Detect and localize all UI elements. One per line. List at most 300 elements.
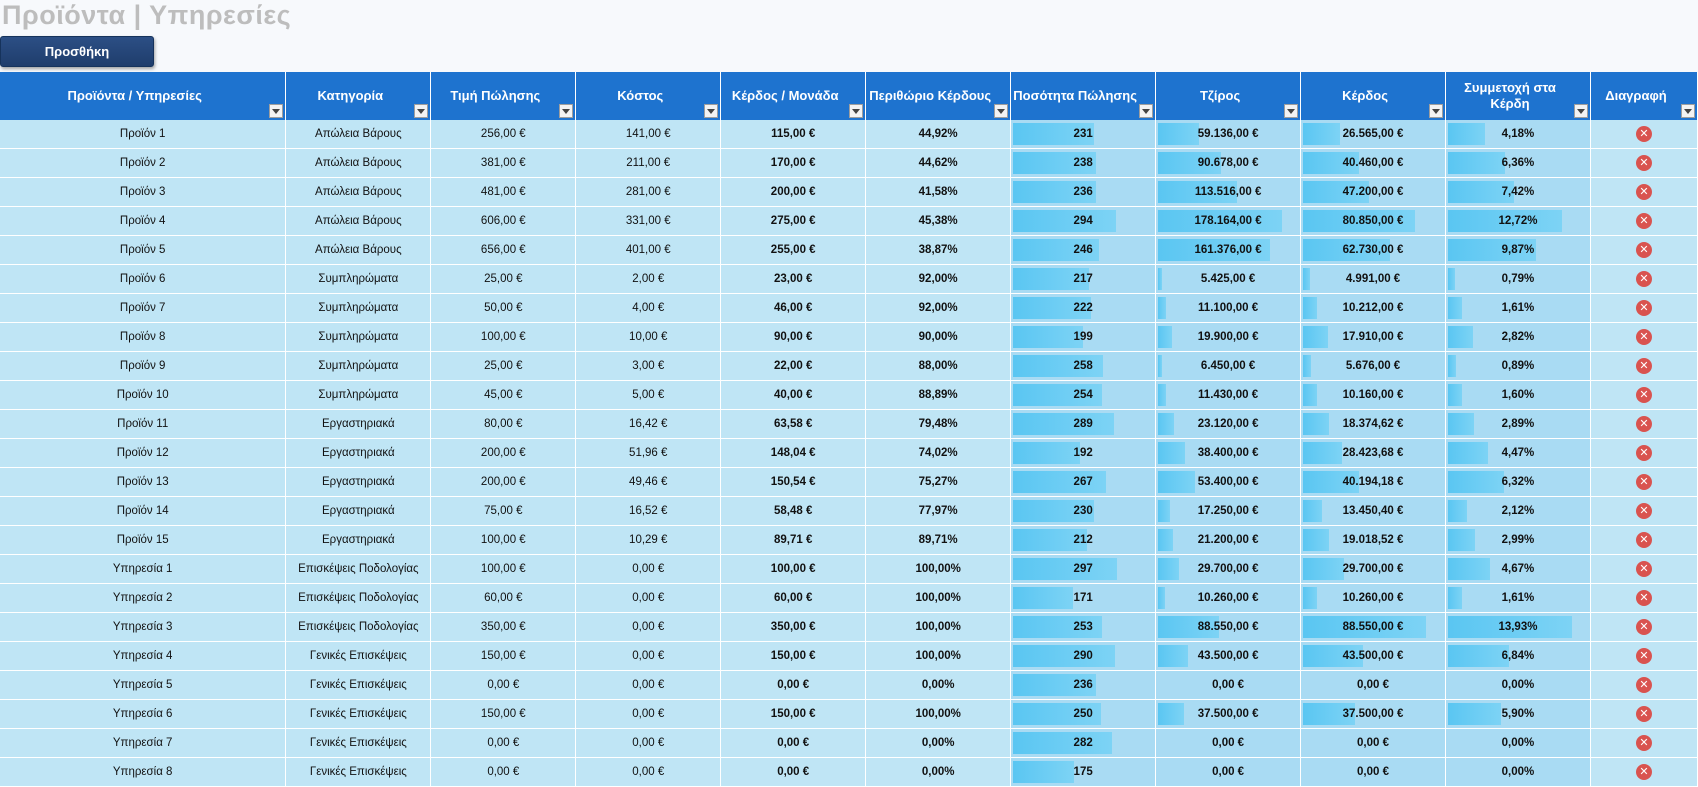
cell-price: 256,00 € [431, 120, 576, 149]
cell-category: Γενικές Επισκέψεις [286, 700, 431, 729]
data-bar [1303, 587, 1317, 609]
cell-category: Συμπληρώματα [286, 265, 431, 294]
cell-profit-value: 0,00 € [1357, 737, 1390, 749]
delete-row-icon[interactable]: ✕ [1636, 387, 1652, 403]
delete-row-icon[interactable]: ✕ [1636, 764, 1652, 780]
data-bar [1013, 558, 1117, 580]
cell-quantity [1011, 671, 1156, 700]
cell-share [1445, 613, 1590, 642]
delete-row-icon[interactable]: ✕ [1636, 532, 1652, 548]
cell-profit-value: 88.550,00 € [1342, 621, 1404, 633]
col-header-turnover [1156, 72, 1301, 120]
cell-quantity [1011, 613, 1156, 642]
table-row[interactable] [0, 120, 1698, 149]
col-header-price [431, 72, 576, 120]
data-bar [1303, 558, 1344, 580]
cell-quantity-value: 175 [1073, 766, 1093, 778]
data-bar [1448, 471, 1504, 493]
cell-turnover [1156, 207, 1301, 236]
cell-turnover [1156, 729, 1301, 758]
cell-margin: 0,00% [866, 729, 1011, 758]
cell-profit-value: 47.200,00 € [1342, 186, 1404, 198]
col-header-margin [866, 72, 1011, 120]
cell-cost: 0,00 € [576, 642, 721, 671]
table-row[interactable] [0, 613, 1698, 642]
filter-dropdown-icon[interactable] [704, 104, 718, 118]
cell-name: Υπηρεσία 8 [0, 758, 286, 787]
cell-cost: 5,00 € [576, 381, 721, 410]
cell-turnover-value: 88.550,00 € [1197, 621, 1259, 633]
cell-delete [1590, 323, 1697, 352]
cell-share [1445, 352, 1590, 381]
cell-turnover-value: 53.400,00 € [1197, 476, 1259, 488]
cell-turnover [1156, 526, 1301, 555]
table-row[interactable] [0, 526, 1698, 555]
cell-name: Προϊόν 7 [0, 294, 286, 323]
data-bar [1013, 587, 1073, 609]
cell-price: 0,00 € [431, 758, 576, 787]
cell-name: Υπηρεσία 5 [0, 671, 286, 700]
table-row[interactable] [0, 468, 1698, 497]
table-row[interactable] [0, 729, 1698, 758]
cell-delete [1590, 584, 1697, 613]
cell-turnover-value: 21.200,00 € [1197, 534, 1259, 546]
data-bar [1158, 471, 1195, 493]
cell-cost: 0,00 € [576, 613, 721, 642]
cell-profit-value: 40.460,00 € [1342, 157, 1404, 169]
col-header-label: Διαγραφή [1605, 88, 1667, 103]
data-bar [1158, 297, 1166, 319]
col-header-share [1445, 72, 1590, 120]
cell-category: Εργαστηριακά [286, 439, 431, 468]
cell-unit-profit: 150,00 € [721, 700, 866, 729]
data-bar [1013, 413, 1114, 435]
data-bar [1303, 123, 1340, 145]
cell-margin: 100,00% [866, 700, 1011, 729]
cell-quantity [1011, 555, 1156, 584]
cell-unit-profit: 148,04 € [721, 439, 866, 468]
filter-dropdown-icon[interactable] [269, 104, 283, 118]
cell-cost: 10,00 € [576, 323, 721, 352]
data-bar [1158, 123, 1199, 145]
cell-share [1445, 468, 1590, 497]
filter-dropdown-icon[interactable] [414, 104, 428, 118]
delete-row-icon[interactable]: ✕ [1636, 358, 1652, 374]
cell-profit-value: 10.160,00 € [1342, 389, 1404, 401]
cell-unit-profit: 200,00 € [721, 178, 866, 207]
cell-turnover [1156, 236, 1301, 265]
delete-row-icon[interactable]: ✕ [1636, 213, 1652, 229]
cell-share [1445, 381, 1590, 410]
cell-price: 150,00 € [431, 700, 576, 729]
cell-name: Προϊόν 13 [0, 468, 286, 497]
delete-row-icon[interactable]: ✕ [1636, 329, 1652, 345]
cell-share [1445, 497, 1590, 526]
cell-quantity [1011, 120, 1156, 149]
cell-quantity [1011, 178, 1156, 207]
cell-profit [1301, 758, 1446, 787]
cell-unit-profit: 46,00 € [721, 294, 866, 323]
table-row[interactable] [0, 555, 1698, 584]
cell-quantity-value: 217 [1073, 273, 1093, 285]
data-bar [1448, 558, 1490, 580]
table-row[interactable] [0, 352, 1698, 381]
delete-row-icon[interactable]: ✕ [1636, 300, 1652, 316]
cell-unit-profit: 58,48 € [721, 497, 866, 526]
cell-unit-profit: 170,00 € [721, 149, 866, 178]
cell-category: Συμπληρώματα [286, 381, 431, 410]
delete-row-icon[interactable]: ✕ [1636, 619, 1652, 635]
delete-row-icon[interactable]: ✕ [1636, 184, 1652, 200]
cell-quantity-value: 238 [1073, 157, 1093, 169]
cell-margin: 74,02% [866, 439, 1011, 468]
cell-delete [1590, 758, 1697, 787]
cell-turnover [1156, 265, 1301, 294]
cell-turnover [1156, 613, 1301, 642]
table-row[interactable] [0, 236, 1698, 265]
cell-share-value: 12,72% [1498, 215, 1538, 227]
filter-dropdown-icon[interactable] [1574, 104, 1588, 118]
col-header-label: Κέρδος / Μονάδα [731, 88, 839, 103]
cell-quantity [1011, 410, 1156, 439]
data-bar [1158, 500, 1170, 522]
cell-quantity [1011, 584, 1156, 613]
cell-category: Γενικές Επισκέψεις [286, 642, 431, 671]
data-bar [1158, 442, 1185, 464]
cell-margin: 100,00% [866, 613, 1011, 642]
table-row[interactable] [0, 439, 1698, 468]
filter-dropdown-icon[interactable] [1139, 104, 1153, 118]
cell-share [1445, 758, 1590, 787]
table-row[interactable] [0, 758, 1698, 787]
cell-cost: 51,96 € [576, 439, 721, 468]
table-row[interactable] [0, 671, 1698, 700]
cell-profit [1301, 381, 1446, 410]
cell-name: Προϊόν 3 [0, 178, 286, 207]
cell-margin: 92,00% [866, 265, 1011, 294]
cell-name: Υπηρεσία 2 [0, 584, 286, 613]
delete-row-icon[interactable]: ✕ [1636, 271, 1652, 287]
cell-turnover-value: 43.500,00 € [1197, 650, 1259, 662]
table-row[interactable] [0, 323, 1698, 352]
cell-price: 150,00 € [431, 642, 576, 671]
cell-delete [1590, 294, 1697, 323]
delete-row-icon[interactable]: ✕ [1636, 416, 1652, 432]
cell-turnover [1156, 642, 1301, 671]
cell-turnover [1156, 381, 1301, 410]
cell-margin: 88,00% [866, 352, 1011, 381]
cell-category: Συμπληρώματα [286, 352, 431, 381]
cell-quantity-value: 267 [1073, 476, 1093, 488]
cell-profit [1301, 613, 1446, 642]
cell-turnover [1156, 149, 1301, 178]
cell-unit-profit: 150,00 € [721, 642, 866, 671]
col-header-quantity [1011, 72, 1156, 120]
data-bar [1303, 442, 1342, 464]
data-bar [1303, 529, 1329, 551]
col-header-label: Κέρδος [1342, 88, 1388, 103]
cell-profit-value: 4.991,00 € [1345, 273, 1401, 285]
filter-dropdown-icon[interactable] [1284, 104, 1298, 118]
cell-category: Απώλεια Βάρους [286, 149, 431, 178]
cell-turnover-value: 113.516,00 € [1194, 186, 1262, 198]
cell-quantity [1011, 642, 1156, 671]
cell-cost: 0,00 € [576, 700, 721, 729]
cell-price: 60,00 € [431, 584, 576, 613]
cell-cost: 3,00 € [576, 352, 721, 381]
cell-share-value: 0,00% [1501, 766, 1535, 778]
filter-dropdown-icon[interactable] [849, 104, 863, 118]
page-title: Προϊόντα | Υπηρεσίες [2, 0, 292, 30]
cell-share-value: 4,18% [1501, 128, 1535, 140]
cell-profit-value: 5.676,00 € [1345, 360, 1401, 372]
cell-margin: 41,58% [866, 178, 1011, 207]
filter-dropdown-icon[interactable] [1681, 104, 1695, 118]
cell-turnover [1156, 120, 1301, 149]
cell-name: Προϊόν 6 [0, 265, 286, 294]
cell-category: Συμπληρώματα [286, 323, 431, 352]
cell-profit [1301, 700, 1446, 729]
cell-quantity [1011, 700, 1156, 729]
data-bar [1158, 645, 1188, 667]
data-bar [1448, 413, 1474, 435]
cell-profit [1301, 410, 1446, 439]
cell-price: 350,00 € [431, 613, 576, 642]
cell-profit [1301, 526, 1446, 555]
cell-cost: 0,00 € [576, 555, 721, 584]
data-bar [1303, 500, 1322, 522]
data-bar [1303, 268, 1310, 290]
cell-category: Γενικές Επισκέψεις [286, 729, 431, 758]
cell-turnover [1156, 178, 1301, 207]
cell-turnover [1156, 468, 1301, 497]
data-bar [1448, 500, 1467, 522]
cell-delete [1590, 149, 1697, 178]
cell-cost: 211,00 € [576, 149, 721, 178]
cell-margin: 89,71% [866, 526, 1011, 555]
cell-delete [1590, 120, 1697, 149]
cell-name: Προϊόν 8 [0, 323, 286, 352]
cell-delete [1590, 642, 1697, 671]
data-bar [1158, 558, 1179, 580]
cell-turnover-value: 5.425,00 € [1200, 273, 1256, 285]
cell-share [1445, 265, 1590, 294]
cell-price: 0,00 € [431, 729, 576, 758]
cell-profit-value: 43.500,00 € [1342, 650, 1404, 662]
cell-share [1445, 294, 1590, 323]
cell-unit-profit: 255,00 € [721, 236, 866, 265]
cell-cost: 0,00 € [576, 671, 721, 700]
table-row[interactable] [0, 584, 1698, 613]
cell-profit-value: 0,00 € [1357, 679, 1390, 691]
cell-quantity [1011, 439, 1156, 468]
col-header-label: Προϊόντα / Υπηρεσίες [67, 88, 202, 103]
cell-profit [1301, 352, 1446, 381]
cell-price: 0,00 € [431, 671, 576, 700]
cell-name: Προϊόν 14 [0, 497, 286, 526]
cell-cost: 0,00 € [576, 584, 721, 613]
data-bar [1158, 355, 1162, 377]
data-bar [1448, 587, 1462, 609]
delete-row-icon[interactable]: ✕ [1636, 735, 1652, 751]
cell-category: Εργαστηριακά [286, 468, 431, 497]
cell-quantity-value: 236 [1073, 679, 1093, 691]
cell-profit [1301, 497, 1446, 526]
data-bar [1303, 384, 1317, 406]
filter-dropdown-icon[interactable] [994, 104, 1008, 118]
delete-row-icon[interactable]: ✕ [1636, 590, 1652, 606]
data-bar [1303, 355, 1311, 377]
data-bar [1448, 384, 1462, 406]
table-row[interactable] [0, 294, 1698, 323]
cell-name: Προϊόν 11 [0, 410, 286, 439]
cell-profit [1301, 584, 1446, 613]
cell-delete [1590, 671, 1697, 700]
cell-share-value: 2,12% [1501, 505, 1535, 517]
cell-category: Απώλεια Βάρους [286, 236, 431, 265]
cell-turnover-value: 11.430,00 € [1198, 389, 1259, 401]
cell-margin: 88,89% [866, 381, 1011, 410]
delete-row-icon[interactable]: ✕ [1636, 445, 1652, 461]
table-row[interactable] [0, 410, 1698, 439]
cell-quantity-value: 289 [1073, 418, 1093, 430]
data-bar [1303, 326, 1328, 348]
cell-profit [1301, 207, 1446, 236]
cell-quantity [1011, 352, 1156, 381]
cell-profit [1301, 671, 1446, 700]
cell-turnover-value: 59.136,00 € [1197, 128, 1259, 140]
cell-unit-profit: 0,00 € [721, 729, 866, 758]
cell-delete [1590, 700, 1697, 729]
cell-share-value: 2,89% [1501, 418, 1535, 430]
cell-margin: 100,00% [866, 584, 1011, 613]
table-row[interactable] [0, 497, 1698, 526]
cell-price: 25,00 € [431, 352, 576, 381]
cell-name: Προϊόν 9 [0, 352, 286, 381]
cell-profit [1301, 265, 1446, 294]
add-button[interactable]: Προσθήκη [0, 36, 154, 67]
cell-category: Εργαστηριακά [286, 410, 431, 439]
cell-cost: 16,52 € [576, 497, 721, 526]
cell-turnover-value: 23.120,00 € [1197, 418, 1259, 430]
data-bar [1448, 297, 1462, 319]
cell-unit-profit: 90,00 € [721, 323, 866, 352]
cell-quantity [1011, 207, 1156, 236]
cell-category: Επισκέψεις Ποδολογίας [286, 555, 431, 584]
cell-share-value: 6,36% [1501, 157, 1535, 169]
cell-share-value: 1,60% [1501, 389, 1535, 401]
col-header-label: Συμμετοχή στα Κέρδη [1464, 80, 1556, 111]
table-row[interactable] [0, 700, 1698, 729]
table-row[interactable] [0, 149, 1698, 178]
cell-turnover [1156, 439, 1301, 468]
delete-row-icon[interactable]: ✕ [1636, 242, 1652, 258]
cell-turnover-value: 0,00 € [1212, 737, 1245, 749]
cell-profit [1301, 294, 1446, 323]
delete-row-icon[interactable]: ✕ [1636, 561, 1652, 577]
delete-row-icon[interactable]: ✕ [1636, 126, 1652, 142]
cell-share-value: 1,61% [1501, 592, 1535, 604]
cell-quantity [1011, 294, 1156, 323]
cell-profit [1301, 468, 1446, 497]
data-bar [1158, 587, 1165, 609]
table-row[interactable] [0, 265, 1698, 294]
data-bar [1158, 529, 1173, 551]
cell-quantity [1011, 265, 1156, 294]
cell-share-value: 0,79% [1501, 273, 1535, 285]
cell-turnover-value: 0,00 € [1212, 766, 1245, 778]
cell-profit [1301, 149, 1446, 178]
delete-row-icon[interactable]: ✕ [1636, 706, 1652, 722]
data-bar [1448, 355, 1456, 377]
cell-share-value: 4,67% [1501, 563, 1535, 575]
table-row[interactable] [0, 642, 1698, 671]
cell-category: Απώλεια Βάρους [286, 207, 431, 236]
cell-quantity-value: 250 [1073, 708, 1093, 720]
cell-quantity-value: 282 [1073, 737, 1093, 749]
cell-share [1445, 410, 1590, 439]
cell-profit [1301, 642, 1446, 671]
table-row[interactable] [0, 207, 1698, 236]
cell-name: Προϊόν 5 [0, 236, 286, 265]
cell-share-value: 0,00% [1501, 737, 1535, 749]
delete-row-icon[interactable]: ✕ [1636, 503, 1652, 519]
cell-unit-profit: 23,00 € [721, 265, 866, 294]
data-bar [1013, 326, 1083, 348]
cell-cost: 2,00 € [576, 265, 721, 294]
cell-profit-value: 28.423,68 € [1342, 447, 1404, 459]
col-header-delete [1590, 72, 1697, 120]
filter-dropdown-icon[interactable] [1429, 104, 1443, 118]
cell-profit-value: 10.260,00 € [1342, 592, 1404, 604]
delete-row-icon[interactable]: ✕ [1636, 677, 1652, 693]
cell-category: Επισκέψεις Ποδολογίας [286, 584, 431, 613]
cell-name: Υπηρεσία 6 [0, 700, 286, 729]
cell-cost: 16,42 € [576, 410, 721, 439]
cell-profit-value: 13.450,40 € [1342, 505, 1404, 517]
cell-share [1445, 700, 1590, 729]
cell-delete [1590, 352, 1697, 381]
delete-row-icon[interactable]: ✕ [1636, 474, 1652, 490]
cell-margin: 75,27% [866, 468, 1011, 497]
data-bar [1448, 442, 1488, 464]
cell-share-value: 1,61% [1501, 302, 1535, 314]
data-bar [1158, 703, 1184, 725]
cell-share [1445, 178, 1590, 207]
cell-unit-profit: 0,00 € [721, 758, 866, 787]
col-header-name [0, 72, 286, 120]
data-bar [1303, 413, 1329, 435]
cell-quantity-value: 297 [1073, 563, 1093, 575]
cell-share [1445, 555, 1590, 584]
data-bar [1158, 384, 1166, 406]
delete-row-icon[interactable]: ✕ [1636, 155, 1652, 171]
cell-profit-value: 0,00 € [1357, 766, 1390, 778]
cell-delete [1590, 381, 1697, 410]
cell-name: Υπηρεσία 7 [0, 729, 286, 758]
cell-quantity-value: 253 [1073, 621, 1093, 633]
filter-dropdown-icon[interactable] [559, 104, 573, 118]
cell-quantity [1011, 526, 1156, 555]
cell-turnover [1156, 352, 1301, 381]
cell-margin: 0,00% [866, 671, 1011, 700]
cell-quantity-value: 230 [1073, 505, 1093, 517]
cell-price: 100,00 € [431, 526, 576, 555]
table-row[interactable] [0, 178, 1698, 207]
delete-row-icon[interactable]: ✕ [1636, 648, 1652, 664]
table-row[interactable] [0, 381, 1698, 410]
cell-margin: 0,00% [866, 758, 1011, 787]
